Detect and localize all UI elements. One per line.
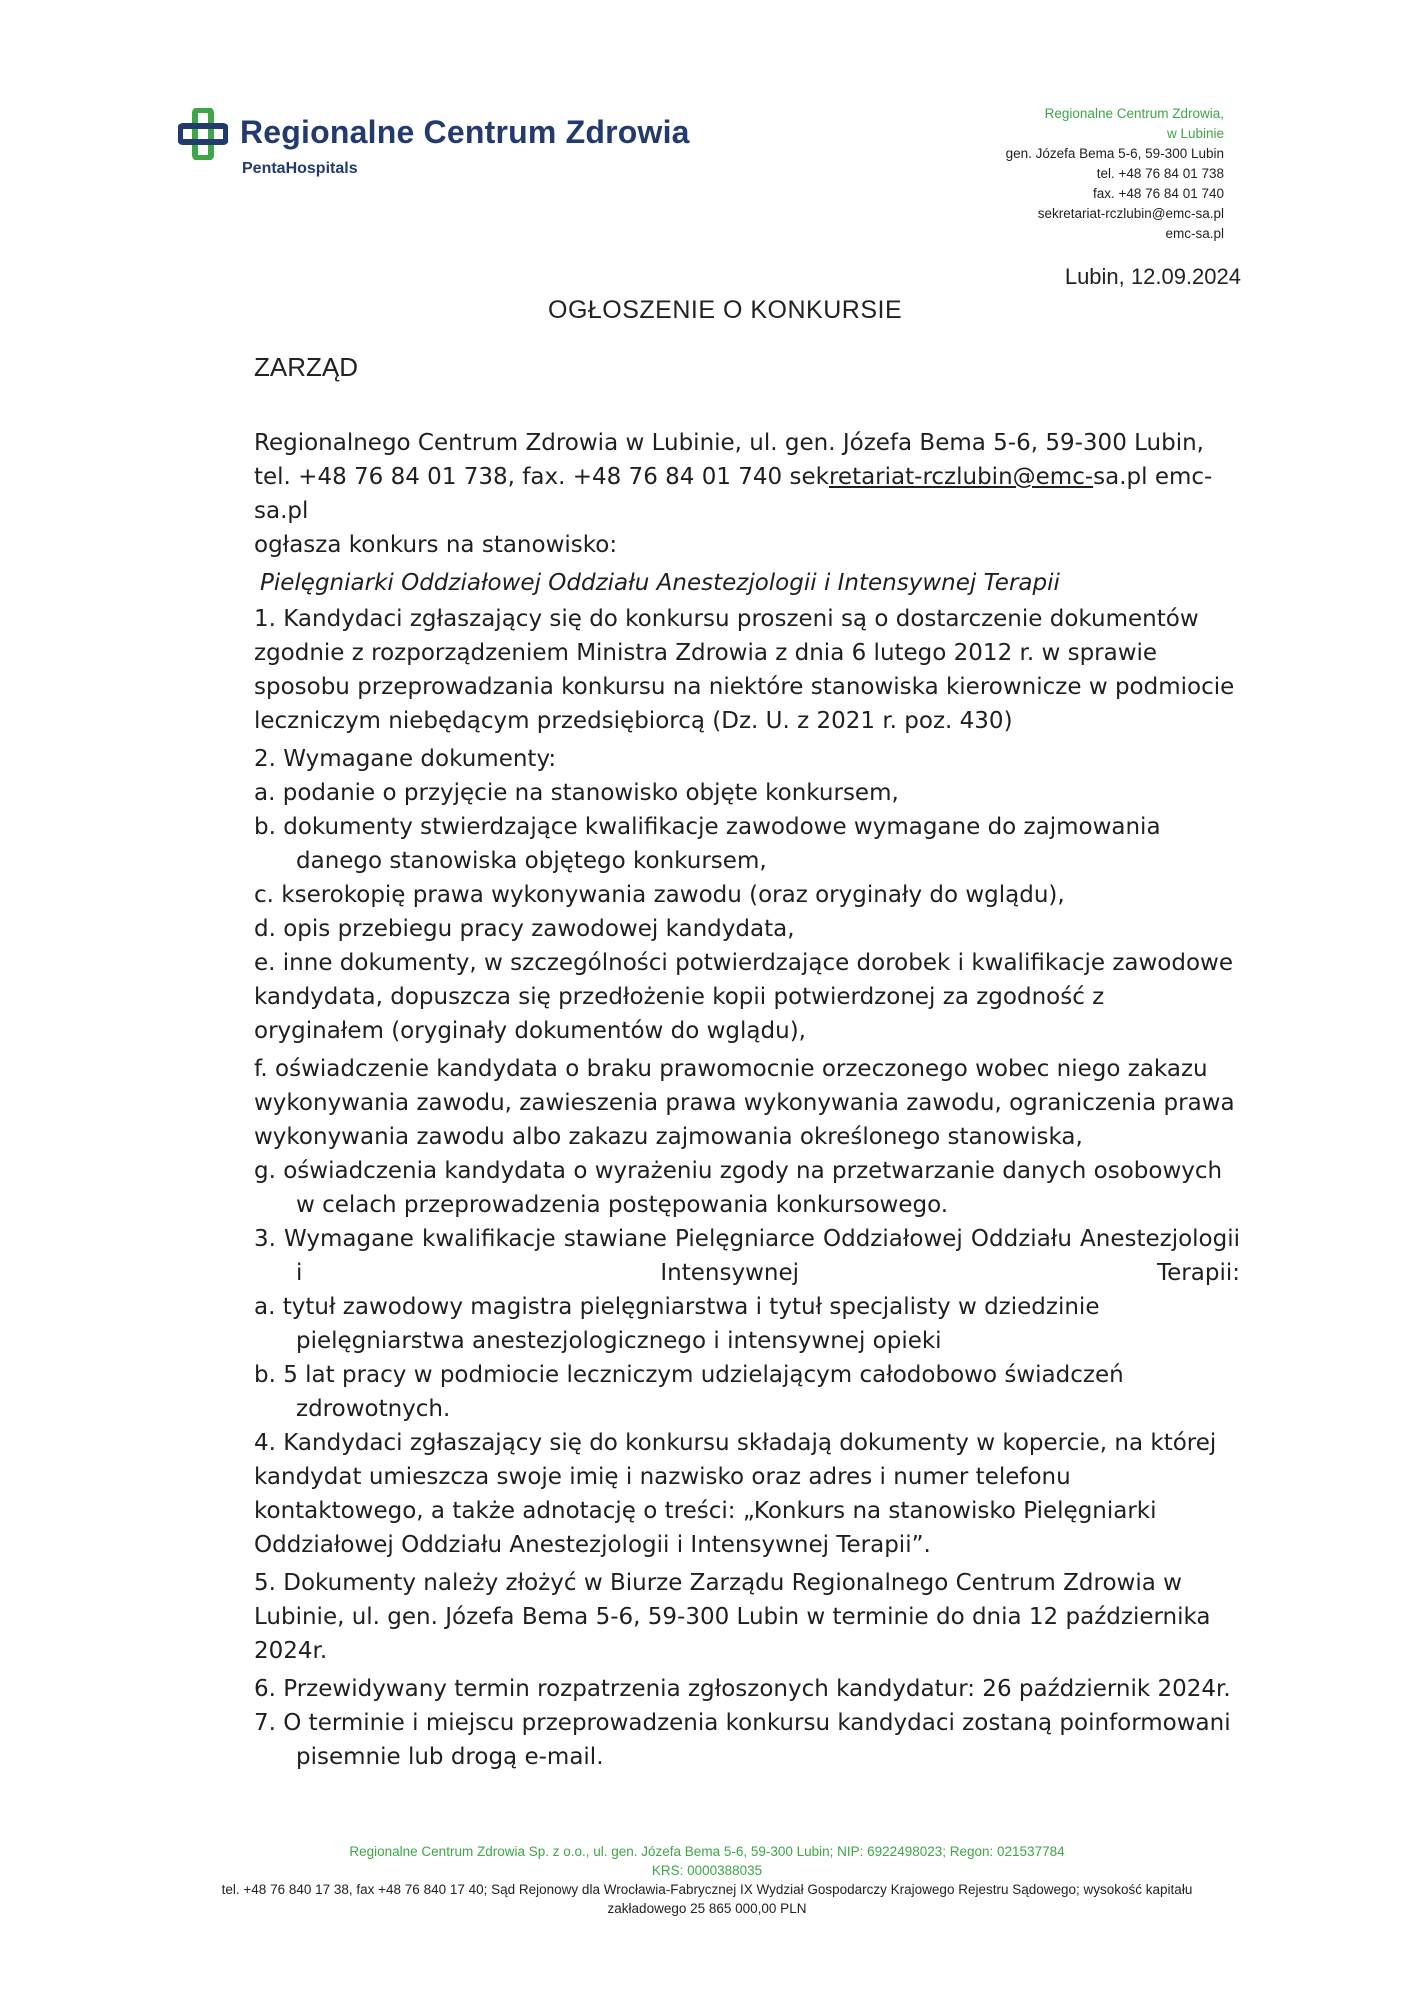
footer-line3: tel. +48 76 840 17 38, fax +48 76 840 17 40; Sąd Rejonowy dla Wrocławia-Fabrycznej IX Wydział Gospodarczy Krajowego Rejestru Sądowego; wysokość kapitału	[221, 1882, 1193, 1897]
board-heading: ZARZĄD	[254, 352, 358, 382]
header-tel: tel. +48 76 84 01 738	[1096, 166, 1224, 181]
medical-cross-icon	[178, 108, 228, 160]
intro-email-link[interactable]: retariat-rczlubin@emc-	[828, 464, 1094, 490]
header-org-line1: Regionalne Centrum Zdrowia,	[1044, 106, 1224, 121]
header-fax: fax. +48 76 84 01 740	[1093, 186, 1224, 201]
intro-web: sa.pl emc-sa.pl	[254, 464, 1213, 524]
point-3b: b. 5 lat pracy w podmiocie leczniczym udzielającym całodobowo świadczeń zdrowotnych.	[254, 1362, 1124, 1422]
header-email[interactable]: sekretariat-rczlubin@emc-sa.pl	[1037, 206, 1224, 221]
intro-contact: tel. +48 76 84 01 738, fax. +48 76 84 01 740 sek	[254, 464, 829, 490]
header-web[interactable]: emc-sa.pl	[1165, 226, 1224, 241]
point-3: 3. Wymagane kwalifikacje stawiane Pielęgniarce Oddziałowej Oddziału Anestezjologii i Intensywnej Terapii:	[254, 1226, 1240, 1286]
header-contact	[1006, 104, 1224, 244]
position-title: Pielęgniarki Oddziałowej Oddziału Anestezjologii i Intensywnej Terapii	[260, 570, 1060, 596]
intro-line1: Regionalnego Centrum Zdrowia w Lubinie, ul. gen. Józefa Bema 5-6, 59-300 Lubin,	[254, 430, 1204, 456]
point-6: 6. Przewidywany termin rozpatrzenia zgłoszonych kandydatur: 26 październik 2024r.	[254, 1676, 1231, 1702]
document-date: Lubin, 12.09.2024	[1064, 264, 1241, 289]
intro-line3: ogłasza konkurs na stanowisko:	[254, 532, 618, 558]
point-2f: f. oświadczenie kandydata o braku prawomocnie orzeczonego wobec niego zakazu wykonywania zawodu, zawieszenia prawa wykonywania zawodu, ograniczenia prawa wykonywania zawodu albo zakazu zajmowania określonego stanowiska,	[254, 1056, 1235, 1150]
point-2b: b. dokumenty stwierdzające kwalifikacje zawodowe wymagane do zajmowania danego stanowiska objętego konkursem,	[254, 814, 1161, 874]
logo	[178, 108, 738, 188]
point-3a: a. tytuł zawodowy magistra pielęgniarstwa i tytuł specjalisty w dziedzinie pielęgniarstwa anestezjologicznego i intensywnej opieki	[254, 1294, 1100, 1354]
logo-name: Regionalne Centrum Zdrowia	[240, 114, 690, 150]
footer-line1: Regionalne Centrum Zdrowia Sp. z o.o., ul. gen. Józefa Bema 5-6, 59-300 Lubin; NIP: 6922498023; Regon: 021537784	[349, 1844, 1065, 1859]
document-title: OGŁOSZENIE O KONKURSIE	[548, 296, 903, 324]
announcement-body	[254, 426, 1240, 1774]
point-2c: c. kserokopię prawa wykonywania zawodu (oraz oryginały do wglądu),	[254, 882, 1065, 908]
footer-line4: zakładowego 25 865 000,00 PLN	[607, 1901, 807, 1916]
intro-line2	[254, 460, 1240, 528]
point-2: 2. Wymagane dokumenty:	[254, 746, 557, 772]
footer-line2: KRS: 0000388035	[651, 1863, 763, 1878]
point-4: 4. Kandydaci zgłaszający się do konkursu składają dokumenty w kopercie, na której kandydat umieszcza swoje imię i nazwisko oraz adres i numer telefonu kontaktowego, a także adnotację o treści: „Konkurs na stanowisko Pielęgniarki Oddziałowej Oddziału Anestezjologii i Intensywnej Terapii”.	[254, 1430, 1217, 1558]
point-7: 7. O terminie i miejscu przeprowadzenia konkursu kandydaci zostaną poinformowani pisemnie lub drogą e-mail.	[254, 1710, 1231, 1770]
point-2d: d. opis przebiegu pracy zawodowej kandydata,	[254, 916, 795, 942]
point-2g: g. oświadczenia kandydata o wyrażeniu zgody na przetwarzanie danych osobowych w celach przeprowadzenia postępowania konkursowego.	[254, 1158, 1223, 1218]
header-address: gen. Józefa Bema 5-6, 59-300 Lubin	[1005, 146, 1224, 161]
point-1: 1. Kandydaci zgłaszający się do konkursu proszeni są o dostarczenie dokumentów zgodnie z rozporządzeniem Ministra Zdrowia z dnia 6 lutego 2012 r. w sprawie sposobu przeprowadzania konkursu na niektóre stanowiska kierownicze w podmiocie leczniczym niebędącym przedsiębiorcą (Dz. U. z 2021 r. poz. 430)	[254, 606, 1235, 734]
point-2e: e. inne dokumenty, w szczególności potwierdzające dorobek i kwalifikacje zawodowe kandydata, dopuszcza się przedłożenie kopii potwierdzonej za zgodność z oryginałem (oryginały dokumentów do wglądu),	[254, 950, 1234, 1044]
page-footer	[0, 1842, 1414, 1918]
logo-subname: PentaHospitals	[242, 160, 358, 177]
header-org-line2: w Lubinie	[1166, 126, 1224, 141]
point-5: 5. Dokumenty należy złożyć w Biurze Zarządu Regionalnego Centrum Zdrowia w Lubinie, ul. gen. Józefa Bema 5-6, 59-300 Lubin w terminie do dnia 12 października 2024r.	[254, 1570, 1211, 1664]
point-2a: a. podanie o przyjęcie na stanowisko objęte konkursem,	[254, 780, 899, 806]
